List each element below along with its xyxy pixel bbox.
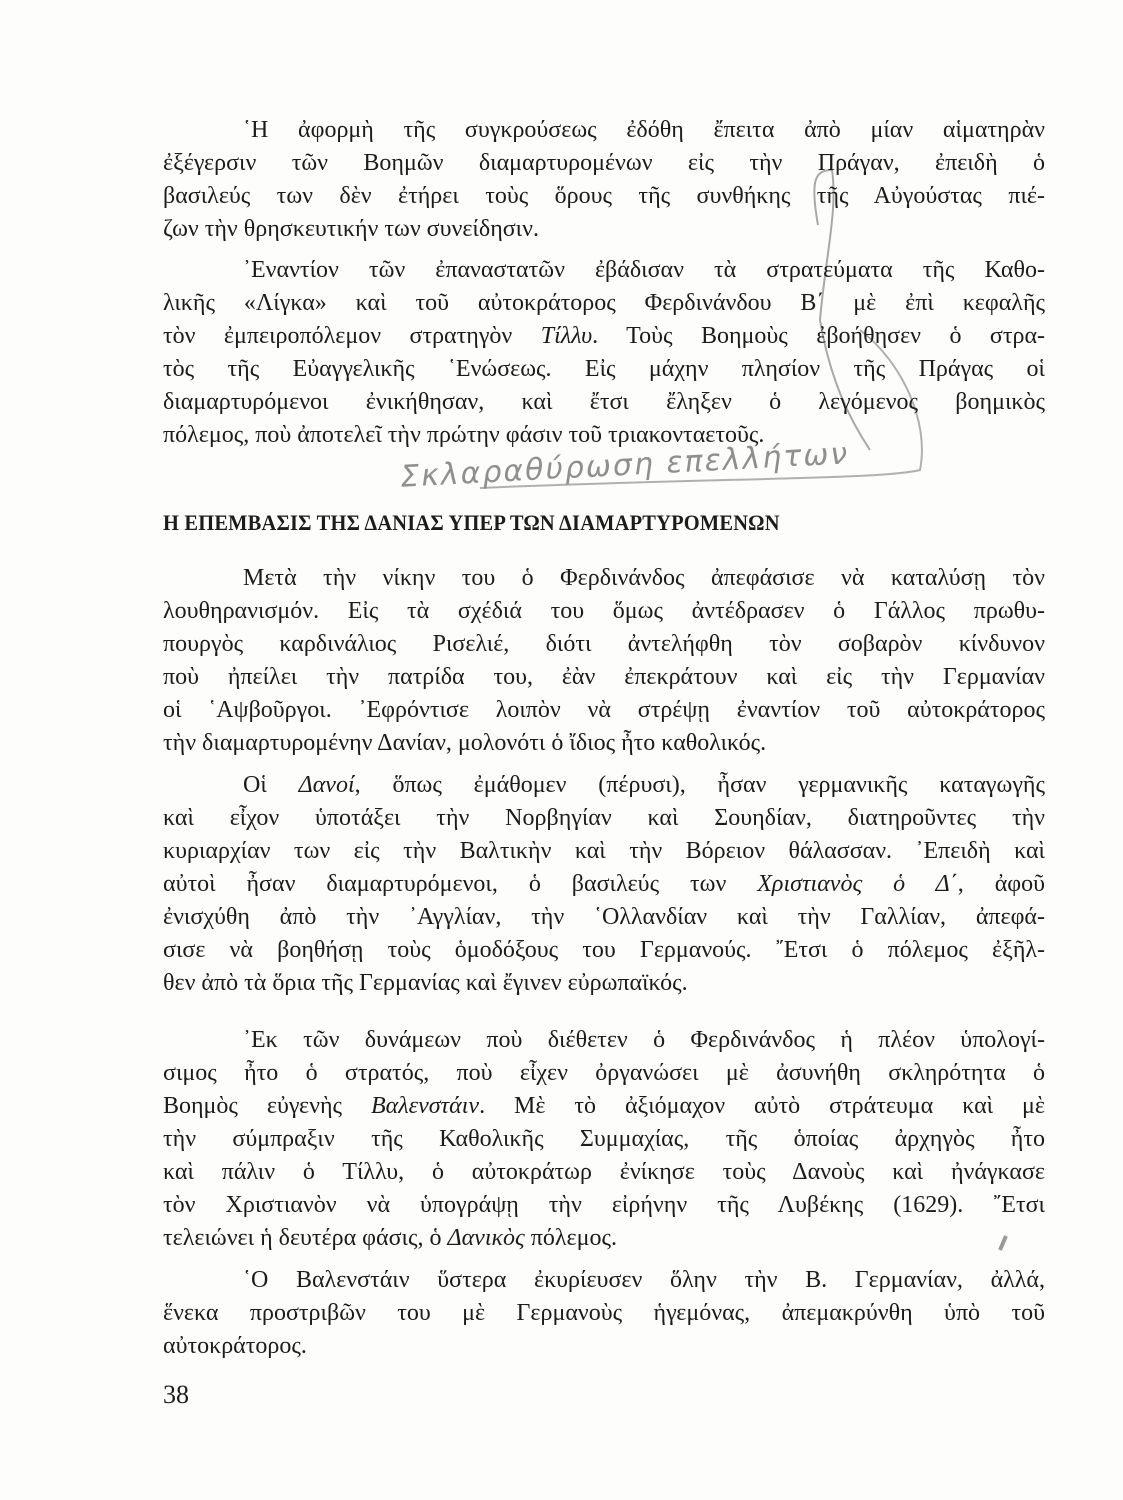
text-line [163, 181, 1045, 211]
text-line [163, 288, 1045, 318]
text-segment: λουθηρανισμόν. Εἰς τὰ σχέδιά του ὅμως ἀντέδρασεν ὁ Γάλλος πρωθυ- [163, 598, 1045, 624]
text-line [163, 902, 1045, 932]
text-segment: ᾿Εκ τῶν δυνάμεων ποὺ διέθετεν ὁ Φερδινάνδος ἡ πλέον ὑπολογί- [243, 1027, 1045, 1053]
text-line [163, 1223, 1045, 1253]
text-line [163, 1265, 1045, 1295]
italic-text: Βαλενστάιν [370, 1093, 480, 1119]
text-line [163, 1091, 1045, 1121]
italic-text: Τίλλυ [540, 323, 593, 349]
text-segment: αὐτοὶ ἦσαν διαμαρτυρόμενοι, ὁ βασιλεύς των [163, 871, 758, 897]
text-segment: ἕνεκα προστριβῶν του μὲ Γερμανοὺς ἡγεμόνας, ἀπεμακρύνθη ὑπὸ τοῦ [163, 1300, 1045, 1326]
text-line [163, 1157, 1045, 1187]
text-segment: σισε νὰ βοηθήσῃ τοὺς ὁμοδόξους του Γερμανούς. ῎Ετσι ὁ πόλεμος ἐξῆλ- [163, 937, 1045, 963]
handwritten-note: Σκλαραθύρωση επελλήτων [399, 436, 850, 495]
text-segment: ποὺ ἠπείλει τὴν πατρίδα του, ἐὰν ἐπεκράτουν καὶ εἰς τὴν Γερμανίαν [163, 664, 1045, 690]
text-segment: πόλεμος, ποὺ ἀποτελεῖ τὴν πρώτην φάσιν τοῦ τριακονταετοῦς. [163, 422, 765, 448]
text-segment: σιμος ἦτο ὁ στρατός, ποὺ εἶχεν ὀργανώσει μὲ ἀσυνήθη σκληρότητα ὁ [163, 1060, 1045, 1086]
text-segment: . Μὲ τὸ ἀξιόμαχον αὐτὸ στράτευμα καὶ μὲ [479, 1093, 1045, 1119]
text-line [163, 1124, 1045, 1154]
text-line [163, 354, 1045, 384]
text-segment: τὸν ἐμπειροπόλεμον στρατηγὸν [163, 323, 541, 349]
text-segment: ἐξέγερσιν τῶν Βοημῶν διαμαρτυρομένων εἰς τὴν Πράγαν, ἐπειδὴ ὁ [163, 150, 1045, 176]
text-segment: ῾Η ἀφορμὴ τῆς συγκρούσεως ἐδόθη ἔπειτα ἀπὸ μίαν αἱματηρὰν [243, 117, 1045, 143]
text-segment: διαμαρτυρόμενοι ἐνικήθησαν, καὶ ἔτσι ἔληξεν ὁ λεγόμενος βοημικὸς [163, 389, 1045, 415]
text-line [163, 695, 1045, 725]
text-line [163, 1331, 1045, 1361]
text-segment: τὸς τῆς Εὐαγγελικῆς ῾Ενώσεως. Εἰς μάχην πλησίον τῆς Πράγας οἱ [163, 356, 1045, 382]
text-line [163, 255, 1045, 285]
italic-text: Δανοί [298, 772, 355, 798]
text-segment: βασιλεύς των δὲν ἐτήρει τοὺς ὅρους τῆς συνθήκης τῆς Αὐγούστας πιέ- [163, 183, 1045, 209]
text-line [163, 803, 1045, 833]
text-segment: θεν ἀπὸ τὰ ὅρια τῆς Γερμανίας καὶ ἔγινεν εὐρωπαϊκός. [163, 970, 688, 996]
text-segment: αὐτοκράτορος. [163, 1333, 307, 1359]
text-segment: , ὅπως ἐμάθομεν (πέρυσι), ἦσαν γερμανικῆς καταγωγῆς [354, 772, 1045, 798]
text-line [163, 662, 1045, 692]
text-segment: καὶ εἶχον ὑποτάξει τὴν Νορβηγίαν καὶ Σουηδίαν, διατηροῦντες τὴν [163, 805, 1045, 831]
text-segment: . Τοὺς Βοημοὺς ἐβοήθησεν ὁ στρα- [592, 323, 1046, 349]
text-line [163, 420, 1045, 450]
text-line [163, 869, 1045, 899]
text-line [163, 214, 1045, 244]
text-segment: οἱ ῾Αψβοῦργοι. ᾿Εφρόντισε λοιπὸν νὰ στρέψῃ ἐναντίον τοῦ αὐτοκράτορος [163, 697, 1045, 723]
text-segment: τὸν Χριστιανὸν νὰ ὑπογράψῃ τὴν εἰρήνην τῆς Λυβέκης (1629). ῎Ετσι [163, 1192, 1045, 1218]
text-line [163, 1190, 1045, 1220]
text-segment: , ἀφοῦ [957, 871, 1046, 897]
text-line [163, 1298, 1045, 1328]
text-segment: Βοημὸς εὐγενὴς [163, 1093, 371, 1119]
text-line [163, 387, 1045, 417]
text-segment: λικῆς «Λίγκα» καὶ τοῦ αὐτοκράτορος Φερδινάνδου Β΄ μὲ ἐπὶ κεφαλῆς [163, 290, 1045, 316]
text-line [163, 115, 1045, 145]
text-line [163, 968, 1045, 998]
text-segment: κυριαρχίαν των εἰς τὴν Βαλτικὴν καὶ τὴν Βόρειον θάλασσαν. ᾿Επειδὴ καὶ [163, 838, 1045, 864]
text-line [163, 836, 1045, 866]
text-segment: ᾿Εναντίον τῶν ἐπαναστατῶν ἐβάδισαν τὰ στρατεύματα τῆς Καθο- [243, 257, 1045, 283]
text-line [163, 148, 1045, 178]
text-line [163, 563, 1045, 593]
text-segment: τελειώνει ἡ δευτέρα φάσις, ὁ [163, 1225, 448, 1251]
text-segment: Οἱ [243, 772, 299, 798]
text-segment: Μετὰ τὴν νίκην του ὁ Φερδινάνδος ἀπεφάσισε νὰ καταλύσῃ τὸν [243, 565, 1045, 591]
text-segment: ζων τὴν θρησκευτικήν των συνείδησιν. [163, 216, 539, 242]
text-line [163, 935, 1045, 965]
section-heading: Η ΕΠΕΜΒΑΣΙΣ ΤΗΣ ΔΑΝΙΑΣ ΥΠΕΡ ΤΩΝ ΔΙΑΜΑΡΤΥΡΟΜΕΝΩΝ [163, 510, 780, 535]
text-segment: καὶ πάλιν ὁ Τίλλυ, ὁ αὐτοκράτωρ ἐνίκησε τοὺς Δανοὺς καὶ ἠνάγκασε [163, 1159, 1045, 1185]
text-segment: πουργὸς καρδινάλιος Ρισελιέ, διότι ἀντελήφθη τὸν σοβαρὸν κίνδυνον [163, 631, 1045, 657]
page-number: 38 [163, 1380, 189, 1409]
text-segment: πόλεμος. [524, 1225, 617, 1251]
text-segment: τὴν διαμαρτυρομένην Δανίαν, μολονότι ὁ ἴδιος ἦτο καθολικός. [163, 730, 767, 756]
italic-text: Δανικὸς [447, 1225, 525, 1251]
text-segment: τὴν σύμπραξιν τῆς Καθολικῆς Συμμαχίας, τῆς ὁποίας ἀρχηγὸς ἦτο [163, 1126, 1045, 1152]
text-line [163, 1025, 1045, 1055]
text-line [163, 1058, 1045, 1088]
text-line [163, 728, 1045, 758]
text-segment: ῾Ο Βαλενστάιν ὕστερα ἐκυρίευσεν ὅλην τὴν Β. Γερμανίαν, ἀλλά, [243, 1267, 1045, 1293]
text-line [163, 596, 1045, 626]
text-line [163, 321, 1045, 351]
italic-text: Χριστιανὸς ὁ Δ΄ [757, 871, 958, 897]
text-line [163, 629, 1045, 659]
text-segment: ἐνισχύθη ἀπὸ τὴν ᾿Αγγλίαν, τὴν ῾Ολλανδίαν καὶ τὴν Γαλλίαν, ἀπεφά- [163, 904, 1045, 930]
text-line [163, 770, 1045, 800]
